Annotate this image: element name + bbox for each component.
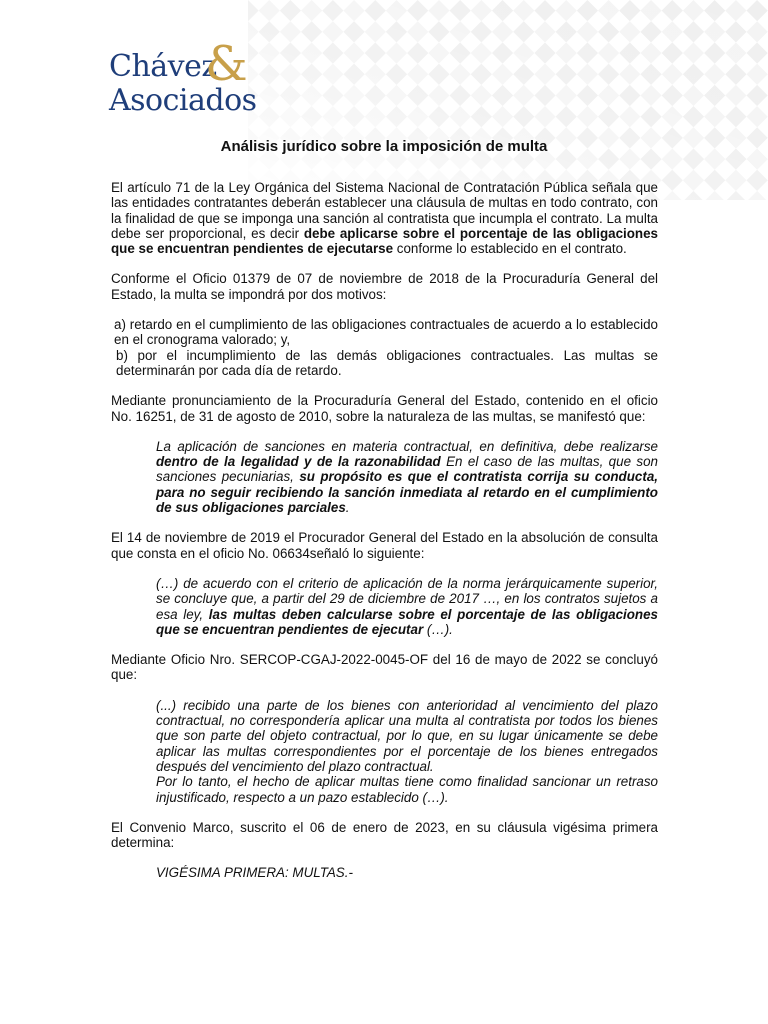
text: En el caso de las multas, que son sanciones pecuniarias,: [156, 454, 658, 485]
text: conforme lo establecido en el contrato.: [393, 241, 627, 257]
quote-2: [156, 576, 658, 637]
paragraph-4: El 14 de noviembre de 2019 el Procurador General del Estado en la absolución de consulta que consta en el oficio No. 06634señaló lo siguiente:: [111, 530, 658, 561]
paragraph-2: Conforme el Oficio 01379 de 07 de noviembre de 2018 de la Procuraduría General del Estado, la multa se impondrá por dos motivos:: [111, 271, 658, 302]
text: (…).: [423, 621, 453, 637]
paragraph-5: Mediante Oficio Nro. SERCOP-CGAJ-2022-0045-OF del 16 de mayo de 2022 se concluyó que:: [111, 652, 658, 683]
paragraph-6: El Convenio Marco, suscrito el 06 de enero de 2023, en su cláusula vigésima primera determina:: [111, 819, 658, 851]
bold-text: dentro de la legalidad y de la razonabilidad: [156, 454, 441, 470]
document-title: Análisis jurídico sobre la imposición de multa: [220, 138, 548, 155]
list-item-b: b) por el incumplimiento de las demás obligaciones contractuales. Las multas se determinarán por cada día de retardo.: [116, 347, 658, 378]
bold-text: su propósito es que el contratista corrija su conducta, para no seguir recibiendo la sanción inmediata al retardo en el cumplimiento de sus obligaciones parciales: [156, 469, 658, 516]
decorative-background-pattern: [248, 0, 768, 200]
document-body: [111, 180, 658, 896]
quote-4: VIGÉSIMA PRIMERA: MULTAS.-: [156, 865, 353, 881]
logo-line-1: Chávez: [109, 49, 217, 84]
quote-3b: Por lo tanto, el hecho de aplicar multas tiene como finalidad sancionar un retraso injustificado, respecto a un pazo establecido (…).: [156, 774, 658, 805]
quote-3a: (...) recibido una parte de los bienes con anterioridad al vencimiento del plazo contractual, no correspondería aplicar una multa al contratista por todos los bienes que son parte del objeto contractual, por lo que, en su lugar únicamente se debe aplicar las multas correspondientes por el porcentaje de los bienes entregados después del vencimiento del plazo contractual.: [156, 697, 658, 774]
paragraph-3: Mediante pronunciamiento de la Procuraduría General del Estado, contenido en el oficio No. 16251, de 31 de agosto de 2010, sobre la naturaleza de las multas, se manifestó que:: [111, 393, 658, 424]
bold-text: debe aplicarse sobre el porcentaje de las obligaciones que se encuentran pendientes de ejecutarse: [111, 225, 658, 257]
bold-text: las multas deben calcularse sobre el porcentaje de las obligaciones que se encuentran pendientes de ejecutar: [156, 606, 658, 637]
logo-ampersand: &: [205, 36, 248, 92]
text: La aplicación de sanciones en materia contractual, en definitiva, debe realizarse: [156, 438, 658, 454]
text: El artículo 71 de la Ley Orgánica del Sistema Nacional de Contratación Pública señala que las entidades contratantes deberán establecer una cláusula de multas en todo contrato, con la finalidad de que se imponga una sanción al contratista que incumpla el contrato. La multa debe ser proporcional, es decir: [111, 180, 658, 241]
paragraph-1: [111, 180, 658, 256]
quote-1: [156, 439, 658, 515]
list-item-a: a) retardo en el cumplimiento de las obligaciones contractuales de acuerdo a lo establecido en el cronograma valorado; y,: [114, 317, 658, 348]
company-logo: [109, 36, 279, 118]
text: (…) de acuerdo con el criterio de aplicación de la norma jerárquicamente superior, se concluye que, a partir del 29 de diciembre de 2017 …, en los contratos sujetos a esa ley,: [156, 575, 658, 622]
logo-line-2: Asociados: [109, 83, 257, 118]
text: .: [345, 500, 350, 516]
